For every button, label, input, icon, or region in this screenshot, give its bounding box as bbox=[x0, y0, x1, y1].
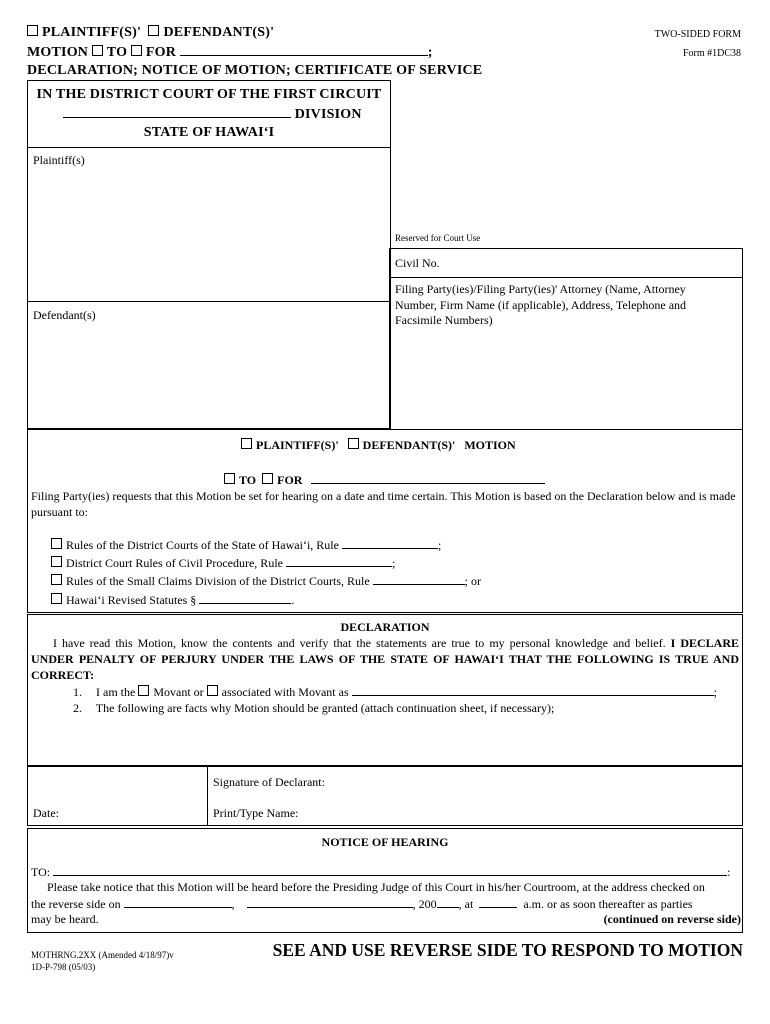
footer-code-2: 1D-P-798 (05/03) bbox=[31, 962, 96, 972]
rule4-end: . bbox=[291, 593, 295, 607]
rule3-field[interactable] bbox=[373, 573, 465, 585]
defendants-field[interactable] bbox=[30, 325, 388, 425]
associated-checkbox[interactable] bbox=[207, 685, 218, 696]
form-number: Form #1DC38 bbox=[682, 48, 741, 59]
rule1-checkbox[interactable] bbox=[51, 538, 62, 549]
header-line2-end: ; bbox=[427, 45, 433, 60]
for-checkbox[interactable] bbox=[131, 45, 142, 56]
rule-line-2 bbox=[51, 555, 395, 571]
rule1-field[interactable] bbox=[342, 537, 438, 549]
declaration-penalty: I DECLARE UNDER PENALTY OF PERJURY UNDER THE LAWS OF THE STATE OF HAWAI‘I THAT THE FOLLOWING IS TRUE AND CORRECT: bbox=[31, 636, 739, 682]
division-field[interactable] bbox=[63, 106, 291, 118]
notice-to-line bbox=[31, 864, 739, 880]
motion-for-field[interactable] bbox=[180, 44, 428, 56]
declaration-title: DECLARATION bbox=[340, 620, 430, 634]
rule4-field[interactable] bbox=[199, 592, 291, 604]
motion-party-line bbox=[241, 438, 516, 453]
rule1-end: ; bbox=[437, 538, 442, 552]
defendant-checkbox[interactable] bbox=[148, 25, 159, 36]
associated-as-field[interactable] bbox=[352, 684, 714, 696]
notice-text-3: may be heard. bbox=[31, 912, 99, 926]
signature-divider bbox=[207, 766, 208, 826]
rule1-label: Rules of the District Courts of the State of Hawai‘i, Rule bbox=[66, 538, 339, 552]
plaintiffs-field[interactable] bbox=[30, 170, 388, 298]
motion-defendant-label: DEFENDANT(S)' bbox=[362, 438, 456, 452]
division-label: DIVISION bbox=[294, 107, 362, 122]
motion-for-text-field[interactable] bbox=[311, 472, 545, 484]
header-motion-label: MOTION bbox=[27, 45, 89, 60]
motion-word: MOTION bbox=[464, 438, 516, 452]
motion-plaintiff-label: PLAINTIFF(S)' bbox=[256, 438, 339, 452]
signature-box bbox=[27, 766, 743, 826]
defendants-label: Defendant(s) bbox=[33, 308, 96, 322]
civil-no-label: Civil No. bbox=[395, 256, 440, 270]
continued-reverse: (continued on reverse side) bbox=[603, 912, 741, 926]
plaintiffs-label: Plaintiff(s) bbox=[33, 153, 85, 167]
notice-at: , at bbox=[458, 897, 474, 911]
rule2-label: District Court Rules of Civil Procedure, Rule bbox=[66, 556, 283, 570]
motion-to-for-line bbox=[224, 472, 545, 488]
item1-number: 1. bbox=[73, 685, 82, 699]
to-checkbox[interactable] bbox=[92, 45, 103, 56]
two-sided-label: TWO-SIDED FORM bbox=[654, 29, 741, 40]
court-state: STATE OF HAWAI‘I bbox=[143, 125, 275, 140]
hearing-year-field[interactable] bbox=[437, 896, 459, 908]
date-label: Date: bbox=[33, 806, 59, 820]
rule4-checkbox[interactable] bbox=[51, 593, 62, 604]
court-title: IN THE DISTRICT COURT OF THE FIRST CIRCUIT bbox=[36, 87, 382, 102]
notice-am-text: a.m. or as soon thereafter as parties bbox=[523, 897, 693, 911]
rule3-end: ; or bbox=[464, 574, 481, 588]
header-line1 bbox=[27, 25, 274, 41]
motion-to-checkbox[interactable] bbox=[224, 473, 235, 484]
rule-line-1 bbox=[51, 537, 441, 553]
plaintiff-checkbox[interactable] bbox=[27, 25, 38, 36]
declaration-intro: I have read this Motion, know the contents and verify that the statements are true to my personal knowledge and belief. bbox=[53, 636, 666, 650]
rule-line-4 bbox=[51, 592, 294, 608]
notice-title: NOTICE OF HEARING bbox=[321, 835, 449, 849]
court-division-line bbox=[63, 106, 362, 123]
notice-year-prefix: , 200 bbox=[412, 897, 437, 911]
motion-for-label: FOR bbox=[277, 473, 303, 487]
hearing-date-field[interactable] bbox=[247, 896, 413, 908]
notice-to-end: : bbox=[727, 865, 731, 879]
header-plaintiff-label: PLAINTIFF(S)' bbox=[42, 25, 142, 40]
hearing-time-field[interactable] bbox=[479, 896, 517, 908]
header-line2 bbox=[27, 44, 437, 61]
notice-to-field[interactable] bbox=[53, 864, 727, 876]
item1-iam: I am the bbox=[96, 685, 136, 699]
movant-checkbox[interactable] bbox=[138, 685, 149, 696]
notice-to-label: TO: bbox=[31, 865, 51, 879]
motion-request-text: Filing Party(ies) requests that this Motion be set for hearing on a date and time certain. This Motion is based on the Declaration below and is made pursuant to: bbox=[31, 489, 736, 519]
notice-comma-1: , bbox=[231, 897, 235, 911]
rule2-end: ; bbox=[391, 556, 396, 570]
rule3-checkbox[interactable] bbox=[51, 574, 62, 585]
print-name-label: Print/Type Name: bbox=[213, 806, 299, 820]
item1-movant: Movant or bbox=[153, 685, 204, 699]
motion-for-checkbox[interactable] bbox=[262, 473, 273, 484]
notice-text-1: Please take notice that this Motion will be heard before the Presiding Judge of this Court in his/her Courtroom, at the address checked on bbox=[47, 880, 705, 894]
declaration-item-1 bbox=[73, 684, 741, 700]
rule-line-3 bbox=[51, 573, 481, 589]
motion-plaintiff-checkbox[interactable] bbox=[241, 438, 252, 449]
header-defendant-label: DEFENDANT(S)' bbox=[163, 25, 275, 40]
filing-party-label: Filing Party(ies)/Filing Party(ies)' Attorney (Name, Attorney Number, Firm Name (if applicable), Address, Telephone and Facsimile Numbers) bbox=[395, 282, 687, 327]
declaration-text bbox=[31, 635, 739, 683]
rule3-label: Rules of the Small Claims Division of the District Courts, Rule bbox=[66, 574, 370, 588]
item1-end: ; bbox=[713, 685, 717, 699]
parties-divider bbox=[27, 301, 391, 302]
facts-field[interactable] bbox=[31, 718, 739, 762]
header-for-label: FOR bbox=[145, 45, 177, 60]
item2-number: 2. bbox=[73, 701, 82, 715]
hearing-day-field[interactable] bbox=[124, 896, 232, 908]
see-reverse-notice: SEE AND USE REVERSE SIDE TO RESPOND TO MOTION bbox=[272, 940, 743, 960]
header-to-label: TO bbox=[106, 45, 128, 60]
rule4-label: Hawai‘i Revised Statutes § bbox=[66, 593, 197, 607]
notice-reverse-side-on: the reverse side on bbox=[31, 897, 121, 911]
rule2-field[interactable] bbox=[286, 555, 392, 567]
item1-associated: associated with Movant as bbox=[221, 685, 349, 699]
motion-defendant-checkbox[interactable] bbox=[348, 438, 359, 449]
notice-text-2 bbox=[31, 896, 693, 912]
footer-code-1: MOTHRNG.2XX (Amended 4/18/97)v bbox=[31, 950, 174, 960]
rule2-checkbox[interactable] bbox=[51, 556, 62, 567]
motion-to-label: TO bbox=[239, 473, 257, 487]
civil-no-box bbox=[389, 248, 743, 278]
item2-text: The following are facts why Motion should be granted (attach continuation sheet, if necessary); bbox=[95, 701, 555, 715]
signature-label: Signature of Declarant: bbox=[213, 775, 325, 789]
declaration-item-2 bbox=[73, 701, 554, 716]
reserved-court-use: Reserved for Court Use bbox=[395, 233, 481, 243]
header-line3: DECLARATION; NOTICE OF MOTION; CERTIFICATE OF SERVICE bbox=[27, 63, 483, 78]
